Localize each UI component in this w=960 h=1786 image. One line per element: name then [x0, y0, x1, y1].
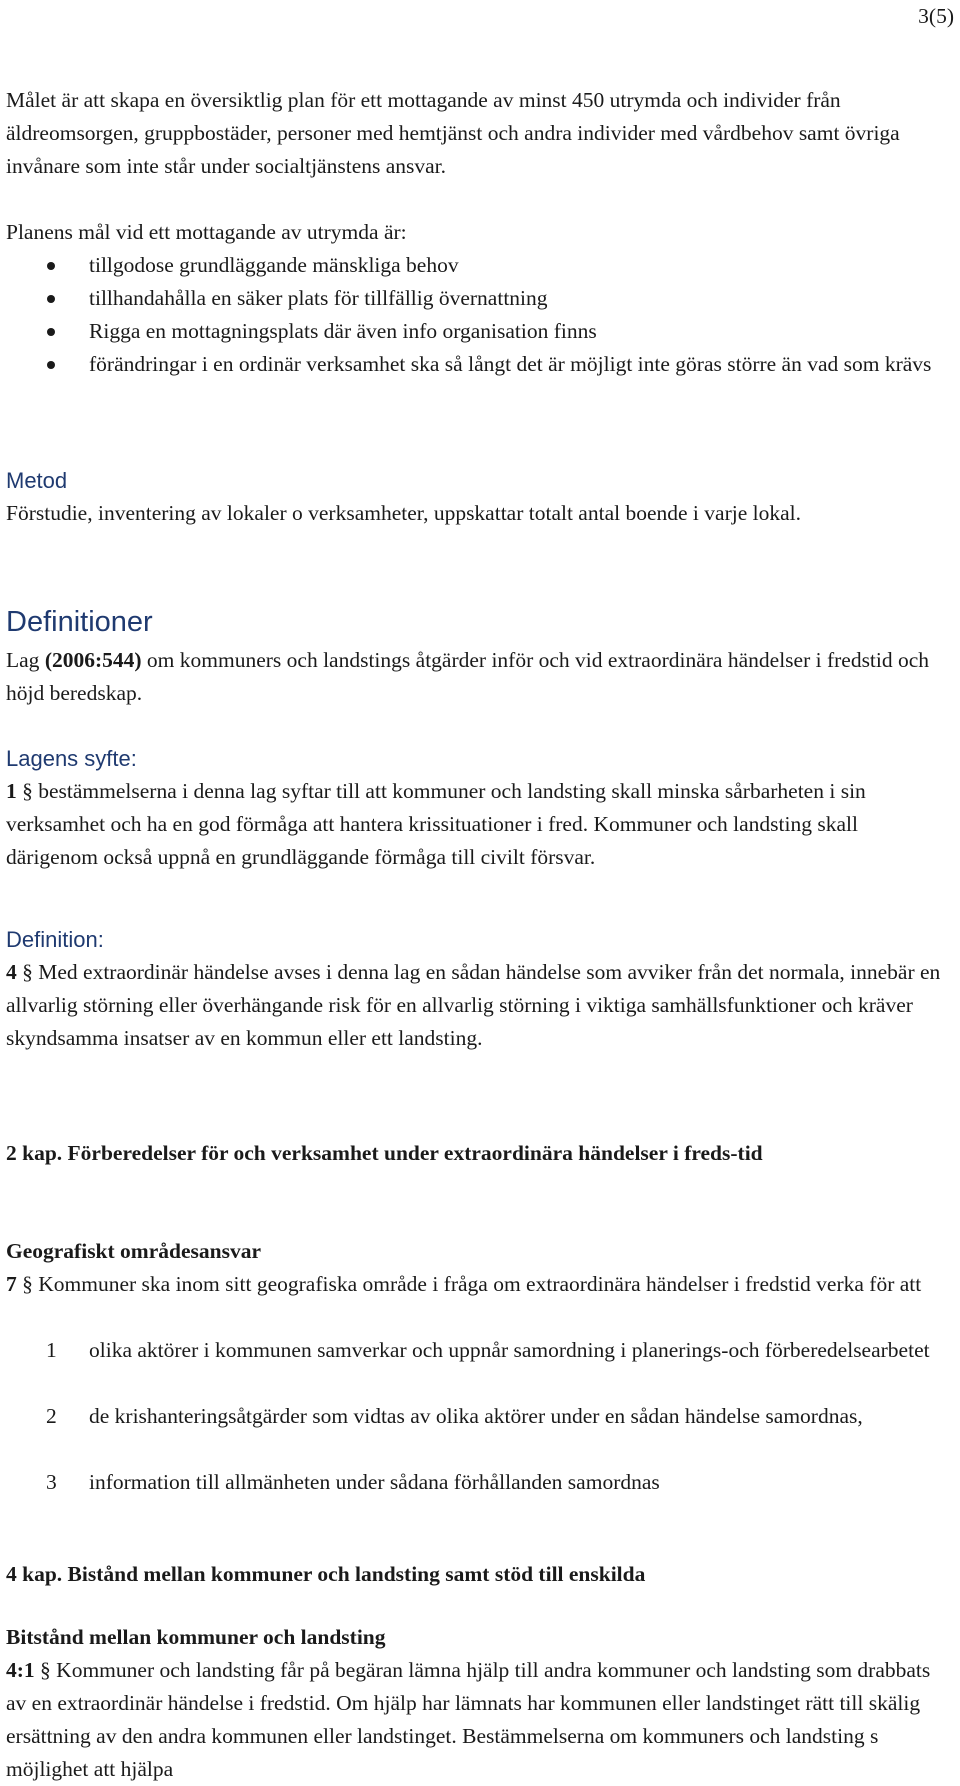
page-number: 3(5) — [918, 4, 954, 28]
lagens-syfte-text: 1 § bestämmelserna i denna lag syftar till att kommuner och landsting skall minska sårbarheten i sin verksamhet och ha en god förmåga att hantera krissituationer i fred. Kommuner och landsting skall därigenom också uppnå en grundläggande förmåga till civilt försvar. — [6, 779, 866, 869]
law-reference: Lag (2006:544) om kommuners och landstings åtgärder inför och vid extraordinära händelser i fredstid och höjd beredskap. — [6, 648, 930, 705]
metod-heading: Metod — [6, 468, 68, 493]
definitioner-heading: Definitioner — [6, 606, 153, 638]
bullet-icon — [47, 361, 55, 369]
document-page: 3(5) Målet är att skapa en översiktlig plan för ett mottagande av minst 450 utrymda och individer från äldreomsorgen, gruppbostäder, personer med hemtjänst och andra individer med vårdbehov samt övriga invånare som inte står under socialtjänstens ansvar. Planens mål vid ett mottagande av utrymda är: tillgodose grundläggande mänskliga behov tillhandahålla en säker plats för tillfällig övernattning Rigga en mottagningsplats där även info organisation finns förändringar i en ordinär verksamhet ska så långt det är möjligt inte göras större än vad som krävs Metod Förstudie, inventering av lokaler o verksamheter, uppskattar totalt antal boende i varje lokal. Definitioner Lag (2006:544) om kommuners och landstings åtgärder inför och vid extraordinära händelser i fredstid och höjd beredskap. Lagens syfte: 1 § bestämmelserna i denna lag syftar till att kommuner och landsting skall minska sårbarheten i sin verksamhet och ha en god förmåga att hantera krissituationer i fred. Kommuner och landsting skall därigenom också uppnå en grundläggande förmåga till civilt försvar. Definition: 4 § Med extraordinär händelse avses i denna lag en sådan händelse som avviker från det normala, innebär en allvarlig störning eller överhängande risk för en allvarlig störning i viktiga samhällsfunktioner och kräver skyndsamma insatser av en kommun eller ett landsting. 2 kap. Förberedelser för och verksamhet under extraordinära händelser i freds-tid Geografiskt områdesansvar 7 § Kommuner ska inom sitt geografiska område i fråga om extraordinära händelser i fredstid verka för att 1 olika aktörer i kommunen samverkar och uppnår samordning i planerings-och förberedelsearbetet 2 de krishanteringsåtgärder som vidtas av olika aktörer under en sådan händelse samordnas, 3 information till allmänheten under sådana förhållanden samordnas 4 kap. Bistånd mellan kommuner och landsting samt stöd till enskilda Bitstånd mellan kommuner och landsting 4:1 § Kommuner och landsting får på begäran lämna hjälp till andra kommuner och landsting som drabbats av en extraordinär händelse i fredstid. Om hjälp har lämnats har kommunen eller landstinget rätt till skälig ersättning av den andra kommunen eller landstinget. Bestämmelserna om kommuners och landsting s möjlighet att hjälpa — [0, 0, 960, 1782]
section-sign: § — [40, 1658, 51, 1682]
section-sign: § — [22, 779, 33, 803]
bullet-icon — [47, 262, 55, 270]
definition-text: 4 § Med extraordinär händelse avses i denna lag en sådan händelse som avviker från det normala, innebär en allvarlig störning eller överhängande risk för en allvarlig störning i viktiga samhällsfunktioner och kräver skyndsamma insatser av en kommun eller ett landsting. — [6, 960, 941, 1050]
kap2-heading: 2 kap. Förberedelser för och verksamhet under extraordinära händelser i freds-tid — [6, 1141, 763, 1165]
bullet-icon — [47, 295, 55, 303]
kap4-heading: 4 kap. Bistånd mellan kommuner och landsting samt stöd till enskilda — [6, 1562, 646, 1586]
kap2-subheading: Geografiskt områdesansvar — [6, 1239, 261, 1263]
intro-paragraph: Målet är att skapa en översiktlig plan för ett mottagande av minst 450 utrymda och individer från äldreomsorgen, gruppbostäder, personer med hemtjänst och andra individer med vårdbehov samt övriga invånare som inte står under socialtjänstens ansvar. — [6, 88, 900, 178]
lagens-syfte-heading: Lagens syfte: — [6, 746, 137, 771]
definition-heading: Definition: — [6, 927, 104, 952]
kap4-subheading: Bitstånd mellan kommuner och landsting — [6, 1625, 386, 1649]
bullet-icon — [47, 328, 55, 336]
kap4-text: 4:1 § Kommuner och landsting får på begäran lämna hjälp till andra kommuner och landsting som drabbats av en extraordinär händelse i fredstid. Om hjälp har lämnats har kommunen eller landstinget rätt till skälig ersättning av den andra kommunen eller landstinget. Bestämmelserna om kommuners och landsting s möjlighet att hjälpa — [6, 1658, 931, 1781]
kap2-text: 7 § Kommuner ska inom sitt geografiska område i fråga om extraordinära händelser i fredstid verka för att — [6, 1272, 922, 1296]
goals-lead: Planens mål vid ett mottagande av utrymda är: — [6, 220, 407, 244]
metod-text: Förstudie, inventering av lokaler o verksamheter, uppskattar totalt antal boende i varje lokal. — [6, 501, 801, 525]
section-sign: § — [22, 960, 33, 984]
section-sign: § — [22, 1272, 33, 1296]
